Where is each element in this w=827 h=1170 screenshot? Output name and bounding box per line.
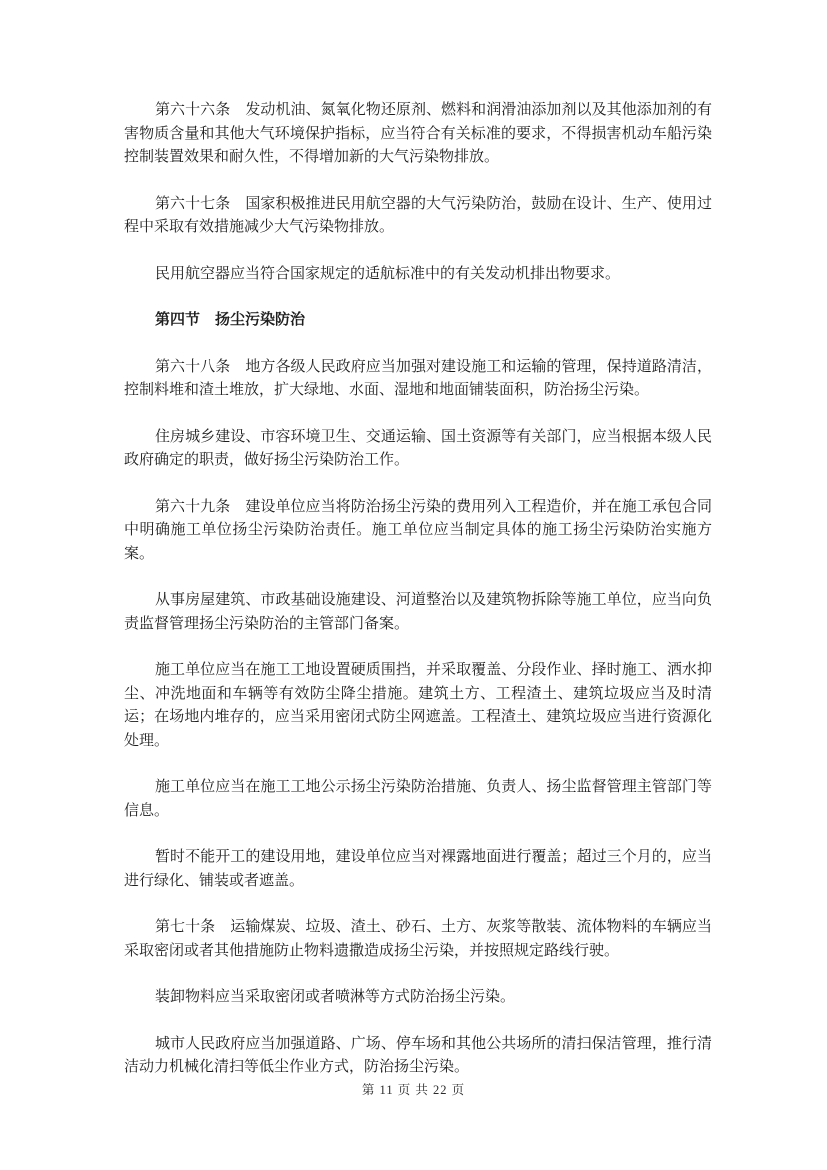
paragraph: 施工单位应当在施工工地设置硬质围挡，并采取覆盖、分段作业、择时施工、洒水抑尘、冲洗地面和车辆等有效防尘降尘措施。建筑土方、工程渣土、建筑垃圾应当及时清运；在场地内堆存的，应当采用密闭式防尘网遮盖。工程渣土、建筑垃圾应当进行资源化处理。	[124, 662, 712, 749]
paragraph: 第六十七条 国家积极推进民用航空器的大气污染防治，鼓励在设计、生产、使用过程中采取有效措施减少大气污染物排放。	[124, 195, 712, 235]
paragraph: 民用航空器应当符合国家规定的适航标准中的有关发动机排出物要求。	[155, 265, 621, 282]
paragraph: 装卸物料应当采取密闭或者喷淋等方式防治扬尘污染。	[155, 989, 516, 1005]
paragraph: 第七十条 运输煤炭、垃圾、渣土、砂石、土方、灰浆等散装、流体物料的车辆应当采取密闭或者其他措施防止物料遗撒造成扬尘污染，并按照规定路线行驶。	[124, 919, 712, 959]
paragraph: 从事房屋建筑、市政基础设施建设、河道整治以及建筑物拆除等施工单位，应当向负责监督管理扬尘污染防治的主管部门备案。	[124, 592, 712, 632]
paragraph: 住房城乡建设、市容环境卫生、交通运输、国土资源等有关部门，应当根据本级人民政府确定的职责，做好扬尘污染防治工作。	[124, 428, 712, 468]
paragraph: 暂时不能开工的建设用地，建设单位应当对裸露地面进行覆盖；超过三个月的，应当进行绿化、铺装或者遮盖。	[124, 849, 712, 889]
paragraph: 施工单位应当在施工工地公示扬尘污染防治措施、负责人、扬尘监督管理主管部门等信息。	[124, 779, 712, 819]
document-body	[124, 99, 712, 1103]
paragraph: 第六十八条 地方各级人民政府应当加强对建设施工和运输的管理，保持道路清洁，控制料堆和渣土堆放，扩大绿地、水面、湿地和地面铺装面积，防治扬尘污染。	[124, 358, 712, 398]
page-number-footer: 第 11 页 共 22 页	[361, 1083, 466, 1097]
paragraph: 第六十六条 发动机油、氮氧化物还原剂、燃料和润滑油添加剂以及其他添加剂的有害物质含量和其他大气环境保护指标，应当符合有关标准的要求，不得损害机动车船污染控制装置效果和耐久性，不得增加新的大气污染物排放。	[124, 102, 712, 165]
section-heading: 第四节 扬尘污染防治	[155, 312, 306, 328]
paragraph: 第六十九条 建设单位应当将防治扬尘污染的费用列入工程造价，并在施工承包合同中明确施工单位扬尘污染防治责任。施工单位应当制定具体的施工扬尘污染防治实施方案。	[124, 498, 712, 562]
paragraph: 城市人民政府应当加强道路、广场、停车场和其他公共场所的清扫保洁管理，推行清洁动力机械化清扫等低尘作业方式，防治扬尘污染。	[124, 1035, 712, 1075]
